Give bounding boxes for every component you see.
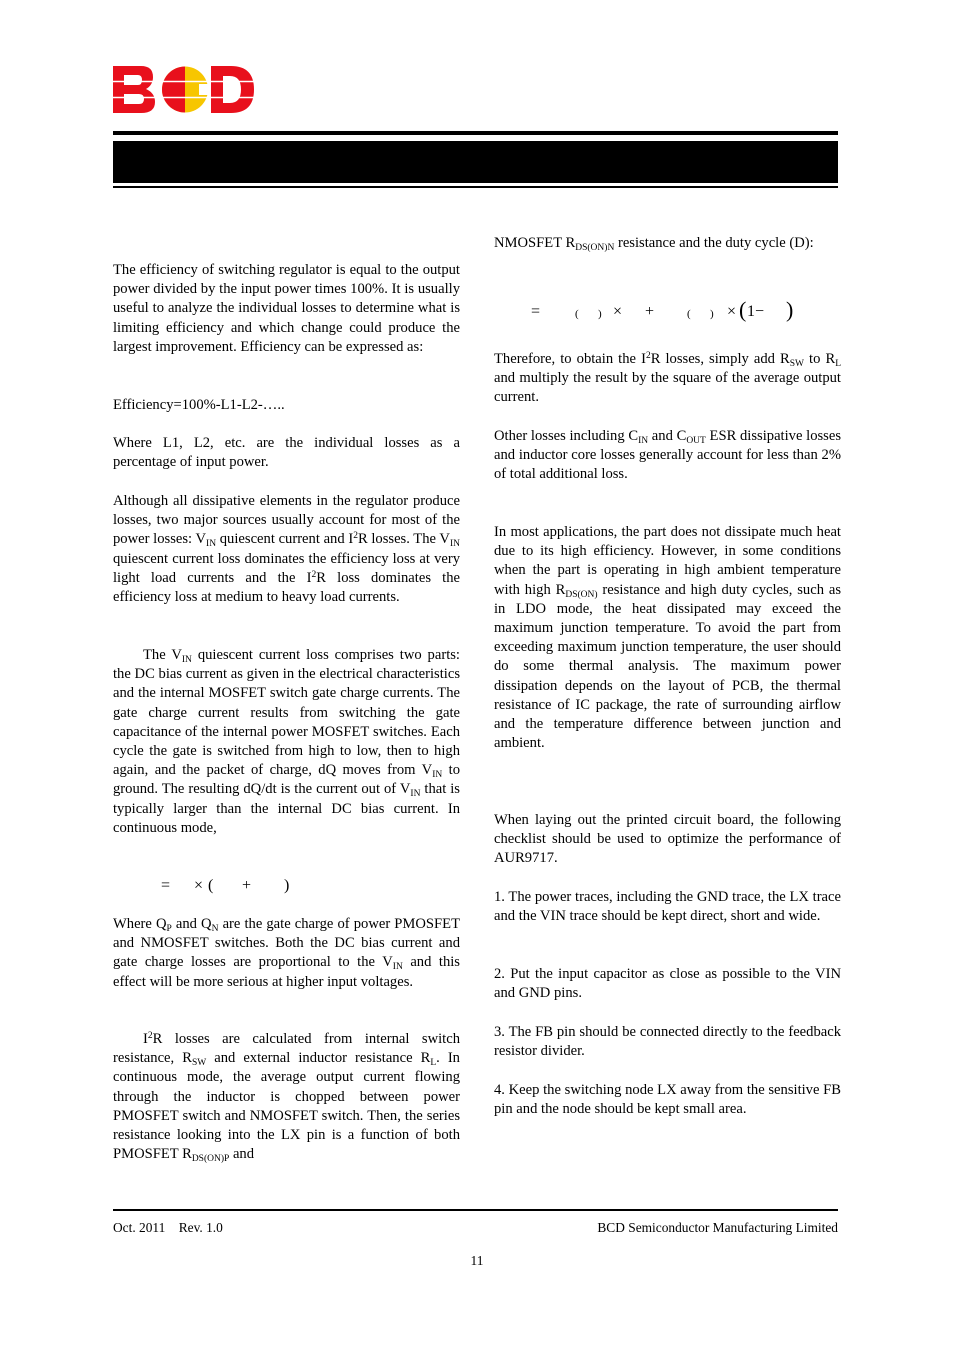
gate-charge-equation: = × ( + ) <box>161 877 290 894</box>
logo-c <box>162 67 211 113</box>
efficiency-formula: Efficiency=100%-L1-L2-….. <box>113 397 285 413</box>
header-banner <box>113 141 838 183</box>
rsw-equation: = ( ) × + ( ) × ( 1− ) <box>531 297 794 322</box>
logo-d <box>211 66 254 113</box>
efficiency-intro: The efficiency of switching regulator is equal to the output power divided by the input power times 100%. It is usually useful to analyze the individual losses to determine what is limiting efficiency and which change could produce the largest improvement. Efficiency can be expressed as: <box>113 262 460 355</box>
header-underline <box>113 186 838 188</box>
thermal-considerations: In most applications, the part does not dissipate much heat due to its high efficiency. However, in some conditions when the part is operating in high ambient temperature with high $R_{DS(ON)}$ resistance and high duty cycles, such as in LDO mode, the heat dissipated may exceed the maximum junction temperature. To avoid the part from exceeding maximum junction temperature, the user should do some thermal analysis. The maximum power dissipation depends on the layout of PCB, the thermal resistance of IC package, the rate of surrounding airflow and the temperature difference between junction and ambient. <box>494 524 841 752</box>
dissipative-elements: Although all dissipative elements in the regulator produce losses, two major sources usually account for most of the power losses: $V_{IN}$ quiescent current and $I^2R$ losses. The $V_{IN}$ quiescent current loss dominates the efficiency loss at very light load currents and the $I^2R$ loss dominates the efficiency loss at medium to heavy load currents. <box>113 493 460 606</box>
quiescent-current-loss: The $V_{IN}$ quiescent current loss comprises two parts: the DC bias current as given in the electrical characteristics and the internal MOSFET switch gate charge currents. The gate charge current results from switching the gate capacitance of the internal power MOSFET switches. Each cycle the gate is switched from high to low, then to high again, and the packet of charge, dQ moves from $V_{IN}$ to ground. The resulting dQ/dt is the current out of $V_{IN}$ that is typically larger than the internal DC bias current. In continuous mode, <box>113 647 461 836</box>
footer-date-revision: Oct. 2011 Rev. 1.0 <box>113 1220 223 1235</box>
page-number: 11 <box>470 1253 484 1268</box>
footer-rule <box>113 1209 838 1211</box>
losses-definition: Where L1, L2, etc. are the individual losses as a percentage of input power. <box>113 435 460 471</box>
header-rule <box>113 131 838 135</box>
pcb-layout-intro: When laying out the printed circuit board, the following checklist should be used to optimize the performance of AUR9717. <box>494 812 841 867</box>
pcb-checklist-1: 1. The power traces, including the GND trace, the LX trace and the VIN trace should be kept direct, short and wide. <box>494 889 841 925</box>
logo-b <box>113 66 155 113</box>
pcb-checklist-3: 3. The FB pin should be connected directly to the feedback resistor divider. <box>494 1024 841 1060</box>
footer-company: BCD Semiconductor Manufacturing Limited <box>597 1220 838 1235</box>
pcb-checklist-4: 4. Keep the switching node LX away from the sensitive FB pin and the node should be kept small area. <box>494 1082 841 1118</box>
i2r-therefore: Therefore, to obtain the $I^2R$ losses, simply add $R_{SW}$ to $R_L$ and multiply the result by the square of the average output current. <box>494 351 842 406</box>
bcd-logo <box>113 66 254 113</box>
nmosfet-resistance: NMOSFET $R_{DS(ON)N}$ resistance and the duty cycle (D): <box>494 235 814 253</box>
pcb-checklist-2: 2. Put the input capacitor as close as possible to the VIN and GND pins. <box>494 966 841 1002</box>
other-losses: Other losses including $C_{IN}$ and $C_{OUT}$ ESR dissipative losses and inductor core losses generally account for less than 2% of total additional loss. <box>494 428 842 483</box>
i2r-losses: $I^2R$ losses are calculated from internal switch resistance, $R_{SW}$ and external inductor resistance $R_L$. In continuous mode, the average output current flowing through the inductor is chopped between power PMOSFET switch and NMOSFET switch. Then, the series resistance looking into the LX pin is a function of both PMOSFET $R_{DS(ON)P}$ and <box>113 1031 460 1165</box>
gate-charge-definition: Where $Q_P$ and $Q_N$ are the gate charge of power PMOSFET and NMOSFET switches. Both the DC bias current and gate charge losses are proportional to the $V_{IN}$ and this effect will be more serious at higher input voltages. <box>113 916 460 990</box>
